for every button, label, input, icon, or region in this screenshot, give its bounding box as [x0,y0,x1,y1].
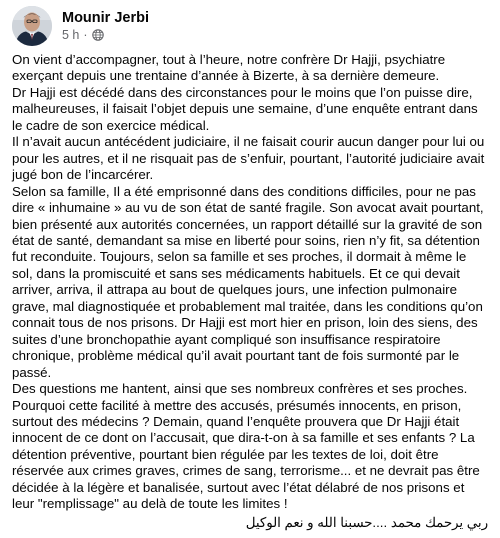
post-subline [62,27,149,43]
post-meta [62,9,149,43]
post-paragraph: Selon sa famille, Il a été emprisonné dans des conditions difficiles, pour ne pas dire « inhumaine » au vu de son état de santé fragile. Son avocat avait pourtant, bien présenté aux autorités concernées, un rapport détaillé sur la gravité de son état de santé, demandant sa mise en liberté pour soins, rien n’y fit, sa détention fut reconduite. Toujours, selon sa famille et ses proches, il dormait à même le sol, dans la promiscuité et sans ses médicaments habituels. Et ce qui devait arriver, arriva, il attrapa au bout de quelques jours, une infection pulmonaire grave, mal diagnostiquée et probablement mal traitée, dans les conditions qu’on connait tous de nos prisons. Dr Hajji est mort hier en prison, loin des siens, des suites d’une bronchopathie ayant compliqué son insuffisance respiratoire chronique, problème médical qu’il avait pourtant tant de fois surmonté par le passé. [12,183,484,380]
globe-icon[interactable] [92,29,104,41]
post-paragraph: Il n’avait aucun antécédent judiciaire, il ne faisait courir aucun danger pour lui ou pour les autres, et il ne risquait pas de s’enfuir, pourtant, l’autorité judiciaire avait jugé bon de l’incarcérer. [12,134,485,183]
post-paragraph: On vient d’accompagner, tout à l’heure, notre confrère Dr Hajji, psychiatre exerçant depuis une trentaine d’année à Bizerte, à sa dernière demeure. [12,52,446,84]
author-name[interactable]: Mounir Jerbi [62,10,150,26]
post-body [12,52,490,513]
author-photo [12,6,52,46]
post-time[interactable]: 5 h [62,28,80,42]
post-paragraph: Dr Hajji est décédé dans des circonstances pour le moins que l’on puisse dire, malheureuses, il faisait l’objet depuis une semaine, d’une enquête entrant dans le cadre de son exercice médical. [12,84,478,133]
post-paragraph: Des questions me hantent, ainsi que ses nombreux confrères et ses proches. Pourquoi cette facilité à mettre des accusés, présumés innocents, en prison, surtout des médecins ? Demain, quand l’enquête prouvera que Dr Hajji était innocent de ce dont on l’accusait, que dira-t-on à sa famille et ses enfants ? La détention préventive, pourtant bien régulée par les textes de loi, doit être réservée aux crimes graves, crimes de sang, terrorisme... et ne devrait pas être décidée à la légère et banalisée, surtout avec l’état délabré de nos prisons et leur "remplissage" au delà de toute les limites ! [12,381,480,512]
arabic-closing-line: ربي يرحمك محمد ....حسبنا الله و نعم الوكيل [245,515,488,530]
post-header [12,6,488,46]
meta-separator: · [83,28,88,42]
avatar[interactable] [12,6,52,46]
